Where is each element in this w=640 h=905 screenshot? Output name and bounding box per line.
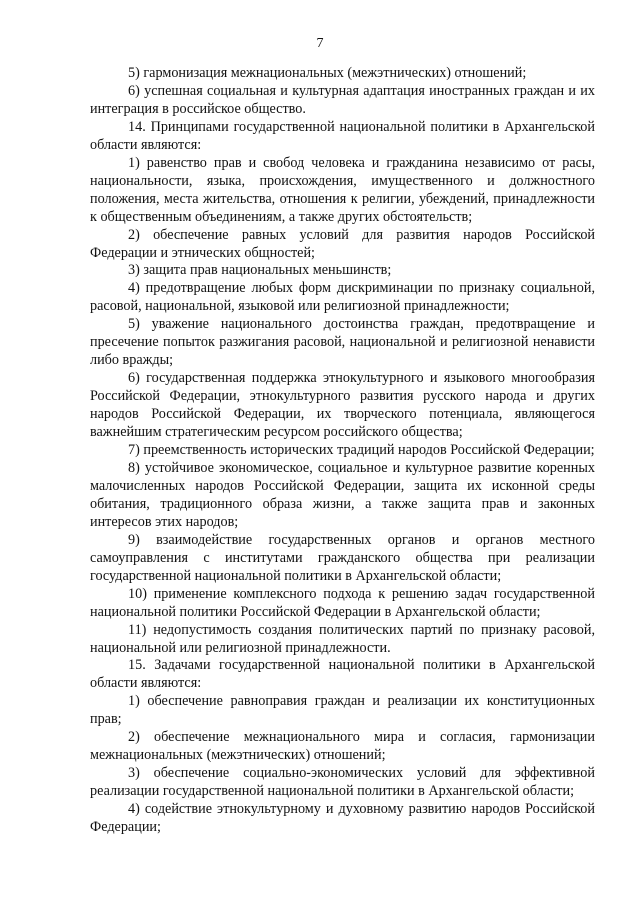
principle-4: 4) предотвращение любых форм дискриминации по признаку социальной, расовой, национальной, языковой или религиозной принадлежности; <box>90 280 595 315</box>
principle-1: 1) равенство прав и свобод человека и гражданина независимо от расы, национальности, языка, происхождения, имущественного и должностного положения, места жительства, отношения к религии, убеждений, принадлежности к общественным объединениям, а также других обстоятельств; <box>90 154 595 225</box>
task-2: 2) обеспечение межнационального мира и согласия, гармонизации межнациональных (межэтнических) отношений; <box>90 729 595 764</box>
document-body <box>90 65 595 837</box>
principle-9: 9) взаимодействие государственных органов и органов местного самоуправления с институтами гражданского общества при реализации государственной национальной политики в Архангельской области; <box>90 531 595 584</box>
principle-3: 3) защита прав национальных меньшинств; <box>128 262 392 279</box>
principle-8: 8) устойчивое экономическое, социальное и культурное развитие коренных малочисленных народов Российской Федерации, защита их исконной среды обитания, традиционного образа жизни, а также защита прав и законных интересов этих народов; <box>90 459 595 530</box>
principle-5: 5) уважение национального достоинства граждан, предотвращение и пресечение попыток разжигания расовой, национальной и религиозной ненависти либо вражды; <box>90 316 595 369</box>
task-1: 1) обеспечение равноправия граждан и реализации их конституционных прав; <box>90 693 595 728</box>
page-number: 7 <box>316 36 324 51</box>
principle-11: 11) недопустимость создания политических партий по признаку расовой, национальной или религиозной принадлежности. <box>90 621 595 656</box>
principle-6: 6) государственная поддержка этнокультурного и языкового многообразия Российской Федерации, этнокультурного развития русского народа и других народов Российской Федерации, их творческого потенциала, являющегося важнейшим стратегическим ресурсом российского общества; <box>90 370 595 441</box>
task-3: 3) обеспечение социально-экономических условий для эффективной реализации государственной национальной политики в Архангельской области; <box>90 765 595 800</box>
paragraph-goal-5: 5) гармонизация межнациональных (межэтнических) отношений; <box>128 65 527 81</box>
task-4: 4) содействие этнокультурному и духовному развитию народов Российской Федерации; <box>90 801 595 836</box>
paragraph-goal-6: 6) успешная социальная и культурная адаптация иностранных граждан и их интеграция в российское общество. <box>90 82 595 117</box>
principle-10: 10) применение комплексного подхода к решению задач государственной национальной политики Российской Федерации в Архангельской области; <box>90 585 595 620</box>
principle-2: 2) обеспечение равных условий для развития народов Российской Федерации и этнических общностей; <box>90 226 595 261</box>
principle-7: 7) преемственность исторических традиций народов Российской Федерации; <box>128 442 595 459</box>
section-14-heading: 14. Принципами государственной национальной политики в Архангельской области являются: <box>90 118 595 153</box>
section-15-heading: 15. Задачами государственной национальной политики в Архангельской области являются: <box>90 657 595 692</box>
